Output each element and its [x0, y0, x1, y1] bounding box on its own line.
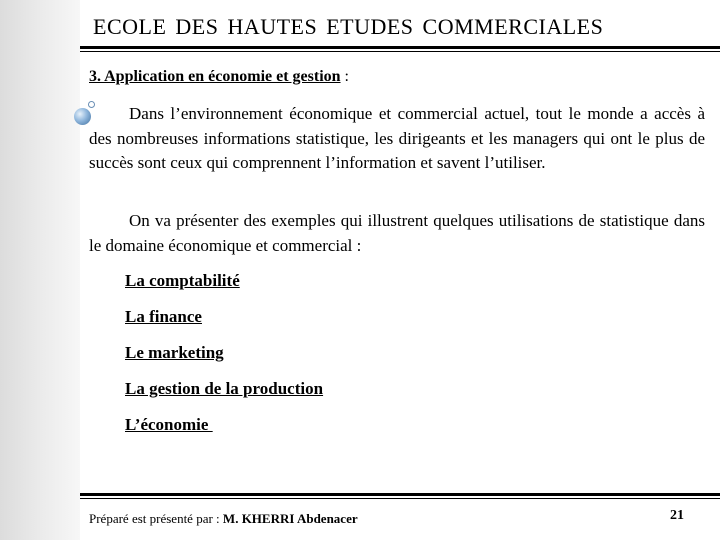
paragraph-2-text: On va présenter des exemples qui illustrent quelques utilisations de statistique dans le domaine économique et commercial :	[89, 211, 705, 255]
footer-author: M. KHERRI Abdenacer	[222, 511, 358, 526]
list-item-finance: La finance	[125, 307, 202, 326]
page-number: 21	[670, 508, 684, 523]
top-divider	[80, 46, 720, 49]
list-item-marketing: Le marketing	[125, 343, 224, 362]
paragraph-2	[89, 209, 705, 258]
paragraph-1	[89, 102, 705, 176]
top-divider-thin	[80, 51, 720, 52]
list-item-comptabilite: La comptabilité	[125, 271, 240, 290]
section-heading-text: 3. Application en économie et gestion	[89, 68, 341, 85]
footer-prefix: Préparé est présenté par :	[89, 511, 223, 526]
paragraph-1-text: Dans l’environnement économique et commercial actuel, tout le monde a accès à des nombreuses informations statistique, les dirigeants et les managers qui ont le plus de succès sont ceux qui comprennent l’information et savent l’utiliser.	[89, 104, 705, 172]
section-heading	[89, 68, 349, 86]
bottom-divider	[80, 493, 720, 496]
left-decorative-band	[0, 0, 80, 540]
footer-credit	[89, 511, 358, 527]
list-item-economie: L’économie	[125, 415, 213, 434]
slide-title: ECOLE DES HAUTES ETUDES COMMERCIALES	[93, 14, 604, 39]
list-item-gestion-production: La gestion de la production	[125, 379, 324, 398]
bottom-divider-thin	[80, 498, 720, 499]
section-heading-colon: :	[340, 68, 349, 85]
